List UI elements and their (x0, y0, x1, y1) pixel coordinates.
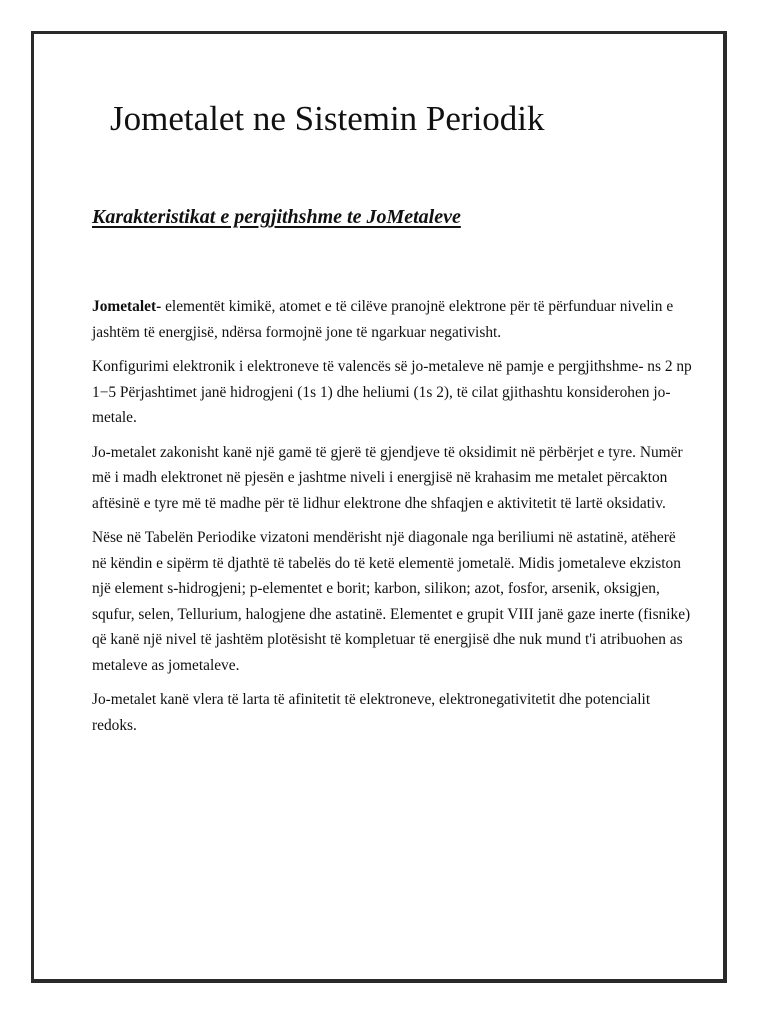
section-heading: Karakteristikat e pergjithshme te JoMetaleve (92, 206, 461, 228)
paragraph-text: elementët kimikë, atomet e të cilëve pranojnë elektrone për të përfunduar nivelin e jashtëm të energjisë, ndërsa formojnë jone të ngarkuar negativisht. (92, 298, 674, 341)
document-body (92, 294, 692, 747)
page-title: Jometalet ne Sistemin Periodik (110, 99, 545, 138)
paragraph-oxidation-states: Jo-metalet zakonisht kanë një gamë të gjerë të gjendjeve të oksidimit në përbërjet e tyre. Numër më i madh elektronet në pjesën e jashtme niveli i energjisë në krahasim me metalet përcakton aftësinë e tyre më të madhe për të lidhur elektrone dhe shfaqjen e aktivitetit të lartë oksidativ. (92, 443, 683, 512)
defined-term: Jometalet- (92, 298, 162, 315)
paragraph-electron-configuration: Konfigurimi elektronik i elektroneve të valencës së jo-metaleve në pamje e pergjithshme- ns 2 np 1−5 Përjashtimet janë hidrogjeni (1s 1) dhe heliumi (1s 2), të cilat gjithashtu konsiderohen jo-metale. (92, 358, 692, 426)
document-page (31, 31, 727, 983)
paragraph-properties: Jo-metalet kanë vlera të larta të afinitetit të elektroneve, elektronegativitetit dhe potencialit redoks. (92, 691, 651, 734)
paragraph-periodic-table-position: Nëse në Tabelën Periodike vizatoni mendërisht një diagonale nga beriliumi në astatinë, atëherë në këndin e sipërm të djathtë të tabelës do të ketë elementë jometalë. Midis jometaleve ekziston një element s-hidrogjeni; p-elementet e borit; karbon, silikon; azot, fosfor, arsenik, oksigjen, squfur, selen, Tellurium, halogjene dhe astatinë. Elementet e grupit VIII janë gaze inerte (fisnike) që kanë një nivel të jashtëm plotësisht të kompletuar të energjisë dhe nuk mund t'i atribuohen as metaleve as jometaleve. (92, 529, 691, 674)
paragraph-definition (92, 294, 692, 345)
